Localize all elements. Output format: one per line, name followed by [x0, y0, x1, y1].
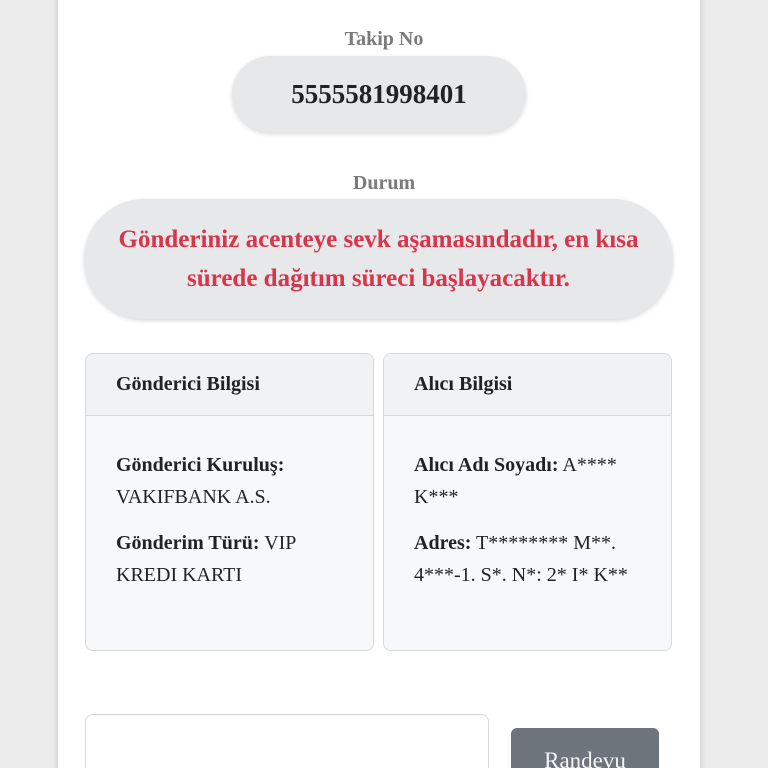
sender-type-value: VIP KREDI KARTI [116, 532, 296, 586]
receiver-name-value: A**** K*** [414, 454, 617, 508]
sender-info-title: Gönderici Bilgisi [86, 354, 373, 416]
receiver-address-row [414, 527, 641, 591]
sender-type-label: Gönderim Türü: [116, 532, 260, 554]
sender-org-row [116, 449, 343, 513]
sender-org-label: Gönderici Kuruluş: [116, 454, 285, 476]
receiver-name-label: Alıcı Adı Soyadı: [414, 454, 559, 476]
sender-type-row [116, 527, 343, 591]
sender-info-body [86, 416, 373, 591]
tracking-number-label: Takip No [344, 28, 424, 50]
receiver-name-row [414, 449, 641, 513]
receiver-address-value: T******** M**. 4***-1. S*. N*: 2* I* K** [414, 532, 628, 586]
receiver-info-body [384, 416, 671, 591]
status-message: Gönderiniz acenteye sevk aşamasındadır, en kısa sürede dağıtım süreci başlayacaktır. [84, 199, 673, 319]
tracking-number-value: 5555581998401 [232, 56, 526, 132]
receiver-info-box [383, 353, 672, 651]
receiver-info-title: Alıcı Bilgisi [384, 354, 671, 416]
receiver-address-label: Adres: [414, 532, 472, 554]
sender-info-box [85, 353, 374, 651]
appointment-button[interactable]: Randevu [511, 728, 659, 768]
status-label: Durum [352, 172, 416, 194]
sender-org-value: VAKIFBANK A.S. [116, 486, 271, 508]
appointment-input[interactable] [85, 714, 489, 768]
